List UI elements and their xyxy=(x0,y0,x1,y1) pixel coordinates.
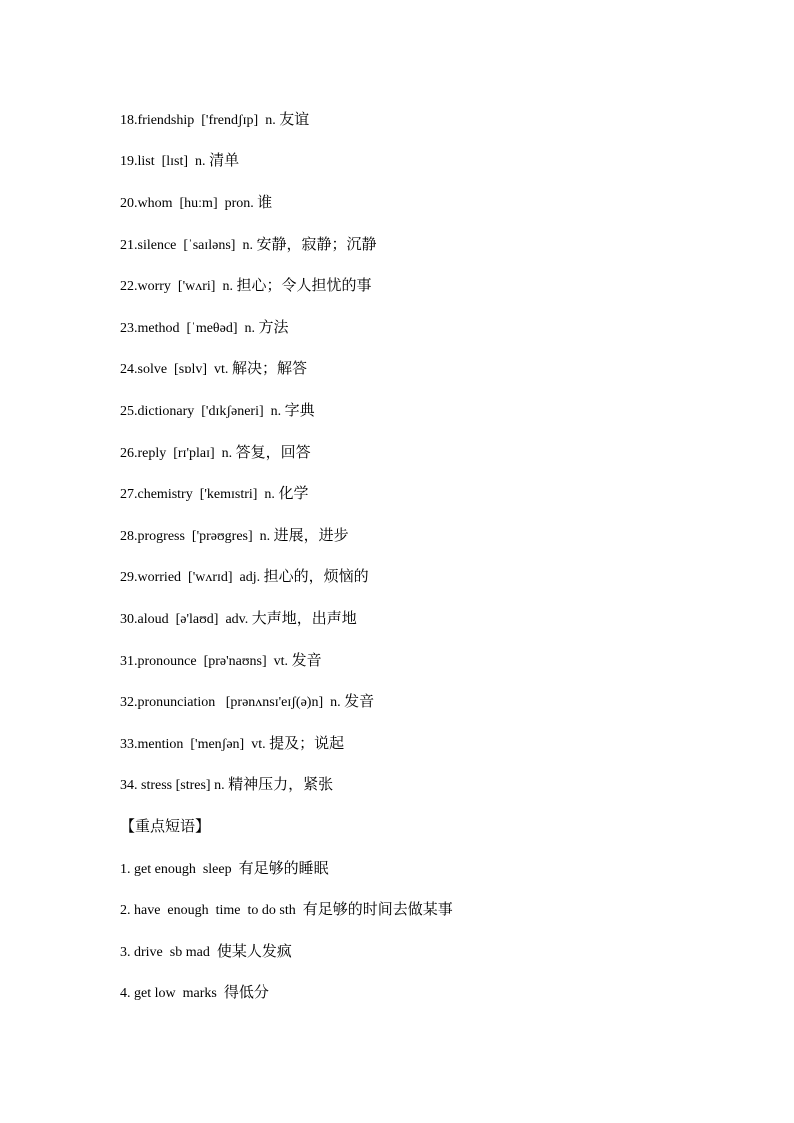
vocab-chinese: 安静，寂静；沉静 xyxy=(256,235,377,253)
vocab-chinese: 化学 xyxy=(278,484,309,502)
vocab-item xyxy=(120,565,369,587)
vocab-chinese: 字典 xyxy=(284,401,315,419)
vocab-item xyxy=(120,274,371,296)
phrase-chinese: 有足够的时间去做某事 xyxy=(302,900,453,918)
vocab-english: 26.reply [rɪ'plaɪ] n. xyxy=(120,446,236,461)
vocab-chinese: 提及；说起 xyxy=(269,734,345,752)
vocab-chinese: 答复，回答 xyxy=(235,443,311,461)
phrase-item xyxy=(120,940,292,962)
vocab-chinese: 进展，进步 xyxy=(273,526,349,544)
section-heading xyxy=(120,815,210,837)
phrase-chinese: 有足够的睡眠 xyxy=(238,859,329,877)
vocab-item xyxy=(120,108,309,130)
vocab-english: 24.solve [sɒlv] vt. xyxy=(120,362,232,377)
vocab-chinese: 友谊 xyxy=(279,110,310,128)
vocab-chinese: 发音 xyxy=(344,692,375,710)
vocab-item xyxy=(120,357,307,379)
vocab-item xyxy=(120,732,344,754)
vocab-chinese: 谁 xyxy=(257,193,273,211)
vocab-english: 25.dictionary ['dɪkʃəneri] n. xyxy=(120,404,285,419)
phrase-english: 1. get enough sleep xyxy=(120,862,239,877)
vocab-english: 34. stress [stres] n. xyxy=(120,778,229,793)
phrase-item xyxy=(120,857,329,879)
vocab-item xyxy=(120,524,349,546)
phrase-chinese: 使某人发疯 xyxy=(216,942,292,960)
phrase-english: 4. get low marks xyxy=(120,986,224,1001)
vocab-english: 20.whom [huːm] pron. xyxy=(120,196,258,211)
vocab-item xyxy=(120,316,289,338)
vocab-chinese: 发音 xyxy=(291,651,322,669)
vocab-chinese: 大声地，出声地 xyxy=(251,609,357,627)
phrase-item xyxy=(120,981,269,1003)
phrase-item xyxy=(120,898,453,920)
vocab-item xyxy=(120,482,308,504)
vocab-item xyxy=(120,149,239,171)
vocab-english: 18.friendship ['frendʃɪp] n. xyxy=(120,113,280,128)
phrase-chinese: 得低分 xyxy=(223,983,269,1001)
vocab-item xyxy=(120,191,272,213)
phrases-heading: 【重点短语】 xyxy=(120,817,211,835)
vocab-item xyxy=(120,649,322,671)
vocab-chinese: 担心；令人担忧的事 xyxy=(236,276,372,294)
vocab-english: 19.list [lɪst] n. xyxy=(120,154,210,169)
vocab-item xyxy=(120,607,357,629)
vocab-chinese: 方法 xyxy=(258,318,289,336)
vocab-english: 33.mention ['menʃən] vt. xyxy=(120,737,270,752)
vocab-item xyxy=(120,773,333,795)
vocab-item xyxy=(120,690,374,712)
vocab-english: 22.worry ['wʌri] n. xyxy=(120,279,237,294)
vocab-chinese: 解决；解答 xyxy=(231,359,307,377)
phrase-english: 2. have enough time to do sth xyxy=(120,903,303,918)
vocab-english: 32.pronunciation [prənʌnsɪ'eɪʃ(ə)n] n. xyxy=(120,695,345,710)
vocab-english: 23.method [ˈmeθəd] n. xyxy=(120,321,259,336)
vocab-english: 28.progress ['prəʊgres] n. xyxy=(120,529,274,544)
vocab-english: 29.worried ['wʌrɪd] adj. xyxy=(120,570,264,585)
vocab-chinese: 担心的，烦恼的 xyxy=(263,567,369,585)
vocab-item xyxy=(120,399,315,421)
vocab-item xyxy=(120,233,376,255)
vocab-english: 30.aloud [ə'laʊd] adv. xyxy=(120,612,252,627)
vocab-chinese: 精神压力，紧张 xyxy=(228,775,334,793)
phrase-english: 3. drive sb mad xyxy=(120,945,217,960)
vocab-english: 21.silence [ˈsaɪləns] n. xyxy=(120,238,257,253)
vocab-english: 31.pronounce [prə'naʊns] vt. xyxy=(120,654,292,669)
vocab-chinese: 清单 xyxy=(209,151,240,169)
vocab-english: 27.chemistry ['kemɪstri] n. xyxy=(120,487,279,502)
vocab-item xyxy=(120,441,311,463)
